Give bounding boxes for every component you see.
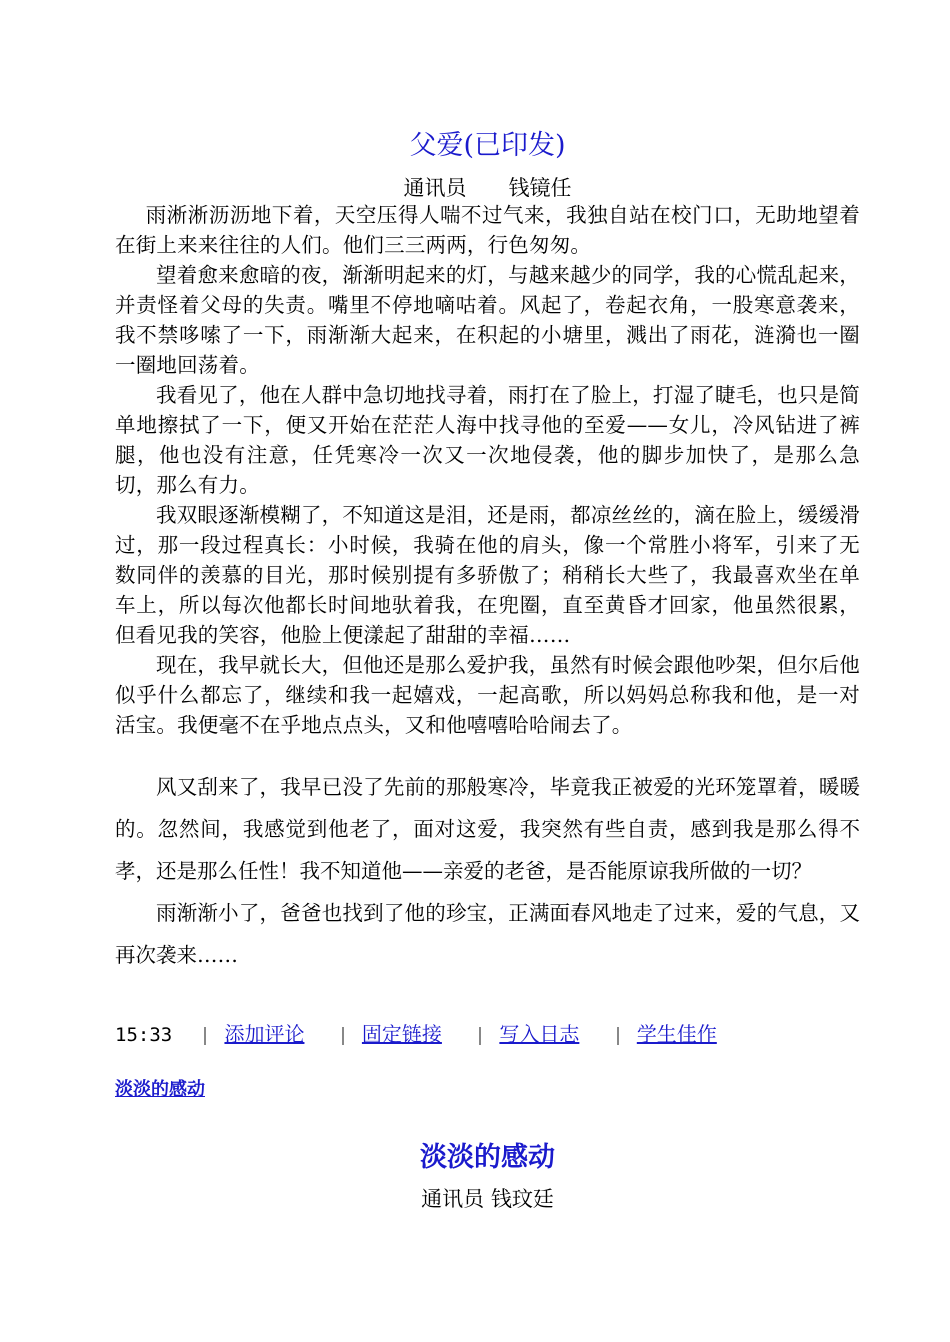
divider: [479, 1027, 481, 1045]
divider: [204, 1027, 206, 1045]
paragraph: 雨淅淅沥沥地下着，天空压得人喘不过气来，我独自站在校门口，无助地望着在街上来来往往的人们。他们三三两两，行色匆匆。: [115, 203, 860, 257]
next-post-byline: 通讯员 钱玟廷: [421, 1187, 554, 1211]
write-to-log-link[interactable]: 写入日志: [499, 1022, 580, 1046]
paragraph: 我双眼逐渐模糊了，不知道这是泪，还是雨，都凉丝丝的，滴在脸上，缓缓滑过，那一段过程真长：小时候，我骑在他的肩头，像一个常胜小将军，引来了无数同伴的羡慕的目光，那时候别提有多骄傲了；稍稍长大些了，我最喜欢坐在单车上，所以每次他都长时间地驮着我，在兜圈，直至黄昏才回家，他虽然很累，但看见我的笑容，他脸上便漾起了甜甜的幸福……: [115, 503, 860, 647]
next-post-link[interactable]: 淡淡的感动: [115, 1079, 205, 1100]
category-link[interactable]: 学生佳作: [636, 1022, 717, 1046]
next-post-title: 淡淡的感动: [420, 1142, 555, 1173]
post-title: 父爱(已印发): [409, 130, 566, 161]
post-body-continued: [115, 766, 860, 976]
paragraph: 风又刮来了，我早已没了先前的那般寒冷，毕竟我正被爱的光环笼罩着，暖暖的。忽然间，我感觉到他老了，面对这爱，我突然有些自责，感到我是那么得不孝，还是那么任性！我不知道他——亲爱的老爸，是否能原谅我所做的一切？: [115, 775, 860, 883]
divider: [617, 1027, 619, 1045]
paragraph: 雨渐渐小了，爸爸也找到了他的珍宝，正满面春风地走了过来，爱的气息，又再次袭来……: [115, 901, 860, 967]
post-byline: 通讯员 钱镜任: [403, 176, 572, 200]
paragraph: 我看见了，他在人群中急切地找寻着，雨打在了脸上，打湿了睫毛，也只是简单地擦拭了一下，便又开始在茫茫人海中找寻他的至爱——女儿，冷风钻进了裤腿，他也没有注意，任凭寒冷一次又一次地侵袭，他的脚步加快了，是那么急切，那么有力。: [115, 383, 860, 497]
add-comment-link[interactable]: 添加评论: [224, 1022, 305, 1046]
paragraph: 现在，我早就长大，但他还是那么爱护我，虽然有时候会跟他吵架，但尔后他似乎什么都忘了，继续和我一起嬉戏，一起高歌，所以妈妈总称我和他，是一对活宝。我便毫不在乎地点点头，又和他嘻嘻哈哈闹去了。: [115, 653, 860, 737]
post-time: 15:33: [115, 1024, 173, 1046]
post-meta: [115, 1019, 860, 1050]
paragraph: 望着愈来愈暗的夜，渐渐明起来的灯，与越来越少的同学，我的心慌乱起来，并责怪着父母的失责。嘴里不停地嘀咕着。风起了，卷起衣角，一股寒意袭来，我不禁哆嗦了一下，雨渐渐大起来，在积起的小塘里，溅出了雨花，涟漪也一圈一圈地回荡着。: [115, 263, 860, 377]
permalink-link[interactable]: 固定链接: [361, 1022, 442, 1046]
post-body: [115, 200, 860, 740]
divider: [342, 1027, 344, 1045]
